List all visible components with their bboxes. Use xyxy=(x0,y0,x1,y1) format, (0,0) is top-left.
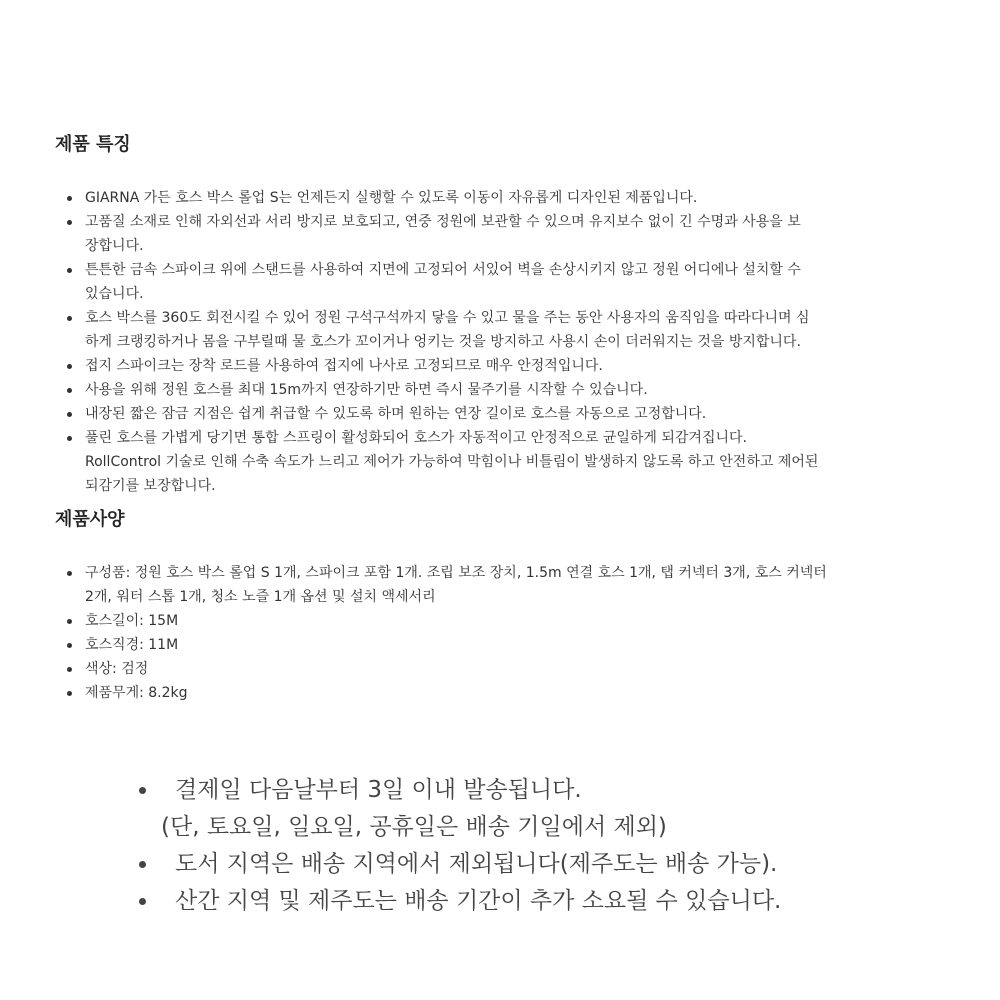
bullet-icon xyxy=(139,861,146,868)
list-item: 풀린 호스를 가볍게 당기면 통합 스프링이 활성화되어 호스가 자동적이고 안정적으로 균일하게 되감겨집니다. RollControl 기술로 인해 수축 속도가 느리고 제어가 가능하여 막힘이나 비틀림이 발생하지 않도록 하고 안전하고 제어된 되감기를 보장합니다. xyxy=(55,426,940,498)
bullet-icon xyxy=(67,268,72,273)
product-features-section xyxy=(55,133,940,498)
bullet-icon xyxy=(67,412,72,417)
list-item: 호스직경: 11M xyxy=(55,633,940,657)
list-item: 사용을 위해 정원 호스를 최대 15m까지 연장하기만 하면 즉시 물주기를 시작할 수 있습니다. xyxy=(55,378,940,402)
bullet-icon xyxy=(67,388,72,393)
section-title-specs: 제품사양 xyxy=(55,509,125,530)
shipping-notice-item: 결제일 다음날부터 3일 이내 발송됩니다. (단, 토요일, 일요일, 공휴일은 배송 기일에서 제외) xyxy=(135,772,895,846)
list-item: 호스길이: 15M xyxy=(55,609,940,633)
shipping-notice xyxy=(135,772,895,920)
bullet-icon xyxy=(67,619,72,624)
list-item: GIARNA 가든 호스 박스 롤업 S는 언제든지 실행할 수 있도록 이동이 자유롭게 디자인된 제품입니다. xyxy=(55,186,940,210)
bullet-icon xyxy=(67,571,72,576)
features-list xyxy=(55,186,940,498)
list-item: 고품질 소재로 인해 자외선과 서리 방지로 보호되고, 연중 정원에 보관할 수 있으며 유지보수 없이 긴 수명과 사용을 보 장합니다. xyxy=(55,210,940,258)
bullet-icon xyxy=(67,691,72,696)
bullet-icon xyxy=(67,436,72,441)
shipping-notice-item: 도서 지역은 배송 지역에서 제외됩니다(제주도는 배송 가능). xyxy=(135,846,895,883)
section-title-features: 제품 특징 xyxy=(55,134,131,155)
list-item: 튼튼한 금속 스파이크 위에 스탠드를 사용하여 지면에 고정되어 서있어 벽을 손상시키지 않고 정원 어디에나 설치할 수 있습니다. xyxy=(55,258,940,306)
bullet-icon xyxy=(67,196,72,201)
bullet-icon xyxy=(67,364,72,369)
bullet-icon xyxy=(139,787,146,794)
list-item: 제품무게: 8.2kg xyxy=(55,681,940,705)
list-item: 접지 스파이크는 장착 로드를 사용하여 접지에 나사로 고정되므로 매우 안정적입니다. xyxy=(55,354,940,378)
bullet-icon xyxy=(139,898,146,905)
list-item: 호스 박스를 360도 회전시킬 수 있어 정원 구석구석까지 닿을 수 있고 물을 주는 동안 사용자의 움직임을 따라다니며 심 하게 크랭킹하거나 몸을 구부릴때 물 호스가 꼬이거나 엉키는 것을 방지하고 사용시 손이 더러워지는 것을 방지합니다. xyxy=(55,306,940,354)
product-specs-section xyxy=(55,508,940,705)
specs-list xyxy=(55,561,940,705)
bullet-icon xyxy=(67,643,72,648)
list-item: 구성품: 정원 호스 박스 롤업 S 1개, 스파이크 포함 1개. 조립 보조 장치, 1.5m 연결 호스 1개, 탭 커넥터 3개, 호스 커넥터 2개, 워터 스톱 1개, 청소 노즐 1개 옵션 및 설치 액세서리 xyxy=(55,561,940,609)
list-item: 내장된 짧은 잠금 지점은 쉽게 취급할 수 있도록 하며 원하는 연장 길이로 호스를 자동으로 고정합니다. xyxy=(55,402,940,426)
bullet-icon xyxy=(67,667,72,672)
bullet-icon xyxy=(67,316,72,321)
shipping-notice-item: 산간 지역 및 제주도는 배송 기간이 추가 소요될 수 있습니다. xyxy=(135,883,895,920)
bullet-icon xyxy=(67,220,72,225)
list-item: 색상: 검정 xyxy=(55,657,940,681)
